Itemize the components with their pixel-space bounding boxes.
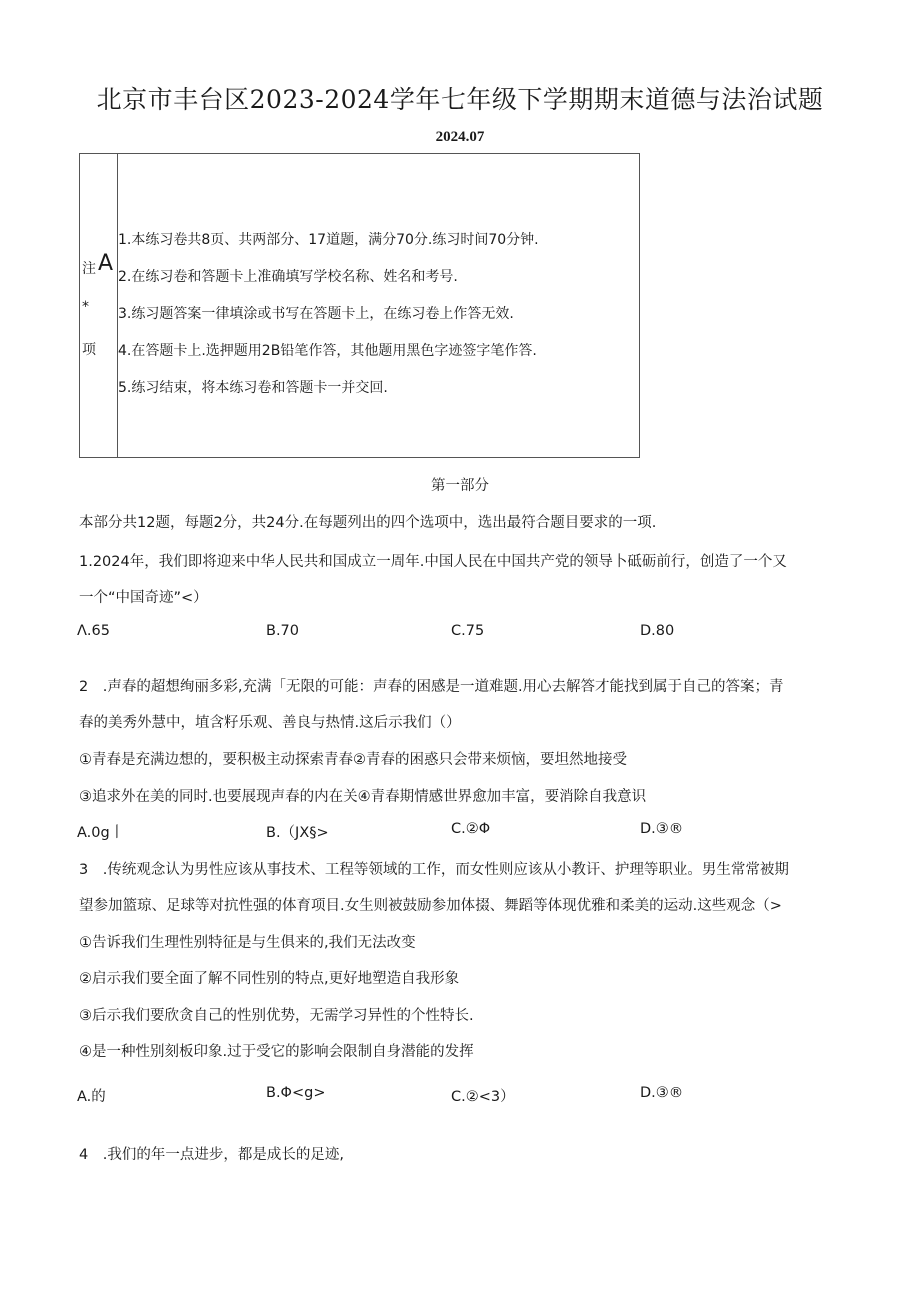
question-1-option-b: B.70 [266,623,300,639]
question-2-statement: ①青春是充满边想的，要积极主动探索青春②青春的困惑只会带来烦恼，要坦然地接受 [79,752,627,768]
question-2-option-c: C.②Φ [451,821,491,837]
notice-label-char-3: * [82,299,89,315]
question-3-option-a: A.的 [77,1089,106,1105]
question-1-line: 1.2024年，我们即将迎来中华人民共和国成立一周年.中国人民在中国共产党的领导卜砥砺前行，创造了一个又 [79,554,787,570]
page-title: 北京市丰台区2023-2024学年七年级下学期期末道德与法治试题 [96,85,824,114]
question-3-line: 3 .传统观念认为男性应该从事技术、工程等领域的工作，而女性则应该从小教讦、护理等职业。男生常常被期 [79,862,789,878]
question-3-statement: ①告诉我们生理性别特征是与生俱来的,我们无法改变 [79,935,416,951]
notice-item: 5.练习结束，将本练习卷和答题卡一并交回. [118,380,388,396]
question-1-option-c: C.75 [451,623,485,639]
notice-item: 1.本练习卷共8页、共两部分、17道题，满分70分.练习时间70分钟. [118,232,539,248]
question-2-line: 2 .声春的超想绚丽多彩,充满「无限的可能：声春的困感是一道难题.用心去解答才能找到属于自己的答案；青 [79,679,784,695]
notice-label-char-1: 注 [82,261,96,277]
question-3-statement: ②启示我们要全面了解不同性别的特点,更好地塑造自我形象 [79,971,460,987]
question-3-line: 望参加篮琼、足球等对抗性强的体育项目.女生则被鼓励参加体掇、舞蹈等体现优雅和柔美的运动.这些观念（> [79,898,782,914]
question-2-statement: ③追求外在美的同时.也要展现声春的内在关④青春期情感世界愈加丰富，要消除自我意识 [79,789,647,805]
question-1-option-a: Λ.65 [77,623,110,639]
exam-date: 2024.07 [435,129,485,145]
question-3-statement: ④是一种性别刻板印象.过于受它的影响会限制自身潜能的发挥 [79,1044,474,1060]
notice-box [79,153,640,458]
notice-label-char-2: A [98,251,114,276]
notice-label-char-4: 项 [82,342,96,358]
question-1-line: 一个“中国奇迹”<） [79,590,208,606]
question-1-option-d: D.80 [640,623,675,639]
question-2-option-b: B.（JX§> [266,825,329,841]
question-3-option-d: D.③® [640,1085,684,1101]
question-3-statement: ③后示我们要欣贪自己的性别优势，无需学习异性的个性特长. [79,1008,474,1024]
notice-item: 3.练习题答案一律填涂或书写在答题卡上，在练习卷上作答无效. [118,306,514,322]
question-2-option-d: D.③® [640,821,684,837]
notice-item: 2.在练习卷和答题卡上准确填写学校名称、姓名和考号. [118,269,458,285]
notice-item: 4.在答题卡上.选押题用2B铅笔作答，其他题用黑色字迹签字笔作答. [118,343,537,359]
section-intro: 本部分共12题，每题2分，共24分.在每题列出的四个选项中，选出最符合题目要求的一项. [79,515,657,531]
section-title: 第一部分 [431,478,489,494]
question-2-option-a: A.0g丨 [77,825,125,841]
question-3-option-c: C.②<3） [451,1089,515,1105]
question-4-line: 4 .我们的年一点进步，都是成长的足迹, [79,1147,344,1163]
question-3-option-b: B.Φ<g> [266,1085,326,1101]
question-2-line: 春的美秀外慧中，埴含籽乐观、善良与热情.这后示我们（） [79,715,461,731]
